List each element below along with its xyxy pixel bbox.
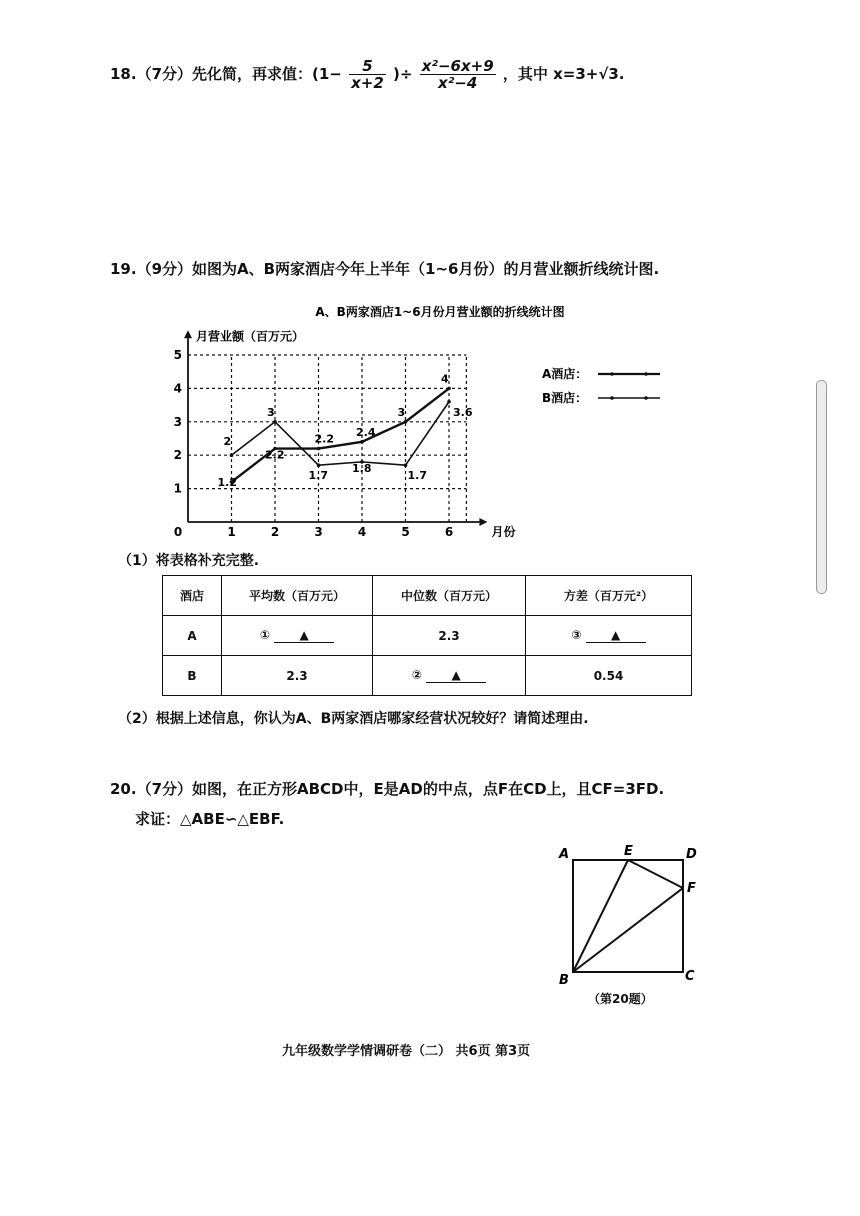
blank-line: ▲ [274, 628, 334, 643]
origin-label: 0 [173, 525, 183, 539]
blank-line: ▲ [426, 668, 486, 683]
segment-bf [573, 888, 683, 972]
table-cell: 0.54 [526, 656, 692, 696]
q19-sub2: （2）根据上述信息，你认为A、B两家酒店哪家经营状况较好？请简述理由. [118, 711, 589, 727]
data-label: 3 [267, 405, 275, 419]
table-cell: 2.3 [222, 656, 373, 696]
label-b: B [559, 973, 569, 988]
series-line-a [232, 388, 450, 482]
data-point [230, 453, 234, 457]
table-header-cell: 方差（百万元²） [526, 576, 692, 616]
table-cell-blank [373, 656, 526, 696]
x-tick-label: 6 [444, 525, 454, 539]
data-label: 2.4 [356, 425, 376, 439]
x-tick-label: 3 [314, 525, 323, 539]
blank-marker: ③ [571, 628, 582, 642]
q18-frac2-denominator: x²−4 [438, 74, 478, 92]
table-header-cell: 酒店 [163, 576, 222, 616]
page-footer: 九年级数学学情调研卷（二） 共6页 第3页 [282, 1044, 531, 1059]
q18-frac1-numerator: 5 [349, 58, 386, 75]
data-label: 1.7 [407, 469, 427, 483]
blank-marker: ② [411, 668, 422, 682]
data-label: 3.6 [453, 405, 473, 419]
data-point [447, 387, 451, 391]
x-tick-label: 4 [357, 525, 367, 539]
x-tick-label: 1 [227, 525, 236, 539]
q18-fraction-1 [349, 58, 386, 91]
data-label: 2 [223, 435, 232, 449]
data-label: 1.7 [308, 469, 328, 483]
label-c: C [685, 969, 695, 984]
data-point [273, 420, 277, 424]
line-chart [160, 296, 720, 556]
statistics-table [162, 575, 692, 696]
label-d: D [686, 847, 697, 862]
data-label: 1.2 [217, 475, 237, 489]
legend-label: A酒店： [542, 367, 588, 381]
square-figure [555, 840, 715, 990]
segment-ef [628, 860, 683, 888]
y-tick-label: 2 [173, 448, 182, 463]
table-cell: A [163, 616, 222, 656]
figure-caption: （第20题） [588, 992, 653, 1006]
data-label: 2.2 [314, 432, 334, 446]
table-cell-blank [222, 616, 373, 656]
y-tick-label: 5 [173, 348, 182, 362]
data-point [447, 400, 451, 404]
question-18 [110, 58, 625, 91]
data-point [360, 440, 364, 444]
q18-fraction-2 [420, 58, 496, 91]
y-tick-label: 4 [173, 381, 182, 396]
table-row [163, 656, 692, 696]
data-point [404, 463, 408, 467]
data-label: 4 [441, 372, 449, 386]
legend-marker [610, 396, 614, 400]
question-19: 19.（9分）如图为A、B两家酒店今年上半年（1~6月份）的月营业额折线统计图. [110, 260, 660, 278]
x-tick-label: 2 [270, 525, 280, 539]
y-axis-arrow [184, 330, 192, 338]
table-header-cell: 平均数（百万元） [222, 576, 373, 616]
legend-label: B酒店： [542, 391, 588, 405]
y-tick-label: 3 [173, 414, 182, 429]
blank-line: ▲ [586, 628, 646, 643]
label-e: E [624, 844, 633, 859]
data-label: 3 [397, 405, 406, 419]
y-tick-label: 1 [173, 481, 182, 496]
question-20-line1: 20.（7分）如图，在正方形ABCD中，E是AD的中点，点F在CD上，且CF=3FD. [110, 780, 665, 798]
data-label: 1.8 [352, 461, 372, 475]
data-label: 2.2 [265, 448, 285, 462]
q18-frac2-numerator: x²−6x+9 [421, 57, 494, 75]
legend-marker [644, 372, 648, 376]
table-cell: 2.3 [373, 616, 526, 656]
table-row [163, 616, 692, 656]
table-header-row [163, 576, 692, 616]
vertical-scrollbar[interactable] [816, 380, 827, 594]
label-f: F [687, 881, 696, 896]
x-axis-arrow [479, 518, 487, 526]
chart-title: A、B两家酒店1~6月份月营业额的折线统计图 [315, 305, 565, 319]
legend-marker [644, 396, 648, 400]
data-point [317, 463, 321, 467]
x-axis-label: 月份 [491, 525, 516, 539]
y-axis-label: 月营业额（百万元） [196, 329, 305, 344]
table-cell-blank [526, 616, 692, 656]
q18-frac1-denominator: x+2 [351, 74, 384, 92]
square-abcd [573, 860, 683, 972]
blank-marker: ① [259, 628, 270, 642]
data-point [317, 447, 321, 451]
q18-mid: )÷ [393, 65, 413, 83]
legend-marker [610, 372, 614, 376]
table-header-cell: 中位数（百万元） [373, 576, 526, 616]
segment-be [573, 860, 628, 972]
x-tick-label: 5 [401, 525, 410, 539]
data-point [404, 420, 408, 424]
question-20-line2: 求证：△ABE∽△EBF. [135, 810, 285, 828]
table-cell: B [163, 656, 222, 696]
label-a: A [559, 847, 570, 862]
q18-suffix: ，其中 x=3+√3. [502, 65, 625, 83]
q19-sub1: （1）将表格补充完整. [118, 553, 260, 569]
q18-prefix: 18.（7分）先化简，再求值：(1− [110, 65, 342, 83]
